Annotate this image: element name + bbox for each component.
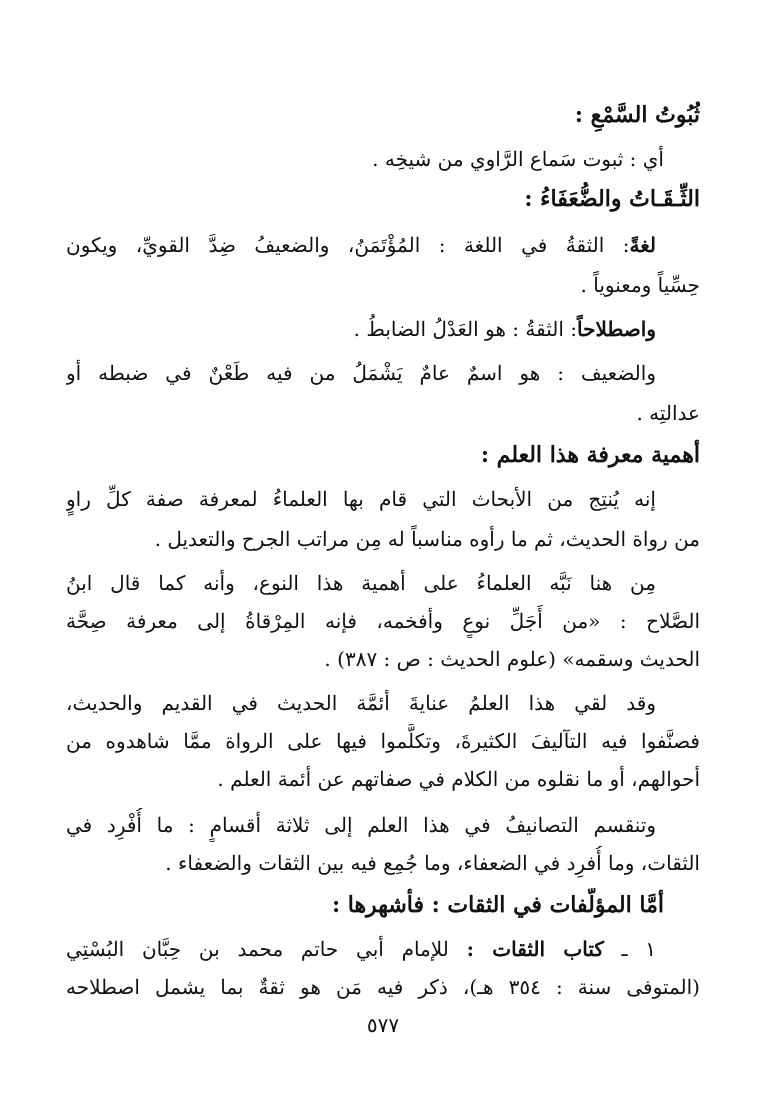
heading-thiqat: الثِّـقَـاتُ والضُّعَفَاءُ :	[524, 186, 700, 212]
ahammiya-line-1: إنه يُنتِج من الأبحاث التي قام بها العلماءُ لمعرفة صفة كلِّ راوٍ	[66, 487, 656, 511]
min-huna-line-2: الصَّلاح : «من أَجَلِّ نوعٍ وأفخمه، فإنه المِرْقاةُ إلى معرفة صِحَّة	[66, 609, 700, 633]
lugha-line-2: حِسِّياً ومعنوياً .	[580, 273, 700, 297]
heading-muallafat: أمَّا المؤلَّفات في الثقات : فأشهرها :	[331, 892, 664, 918]
istilah-text: : الثقةُ : هو العَدْلُ الضابطُ .	[353, 317, 577, 341]
daif-line-1: والضعيف : هو اسمٌ عامٌ يَشْمَلُ من فيه طَعْنٌ في ضبطه أو	[66, 361, 656, 385]
daif-line-2: عدالتِه .	[636, 401, 700, 425]
laqiya-line-2: فصنَّفوا فيه التآليفَ الكثيرةَ، وتكلَّموا فيها على الرواة ممَّا شاهدوه من	[66, 729, 700, 753]
lugha-line-1	[66, 228, 700, 262]
sama-definition: أي : ثبوت سَماع الرَّاوي من شيخِه .	[372, 147, 664, 171]
item1-line-2: (المتوفى سنة : ٣٥٤ هـ)، ذكر فيه مَن هو ثقةٌ بما يشمل اصطلاحه	[66, 975, 700, 999]
heading-sama: ثُبُوتُ السَّمْعِ :	[574, 102, 700, 128]
laqiya-line-1: وقد لقي هذا العلمُ عنايةَ أئمَّة الحديث في القديم والحديث،	[66, 691, 656, 715]
istilah-line	[66, 312, 700, 346]
lugha-label: لغةً	[629, 233, 656, 257]
item1-text-1: للإمام أبي حاتم محمد بن حِبَّان البُسْتِي	[66, 937, 449, 961]
page-number: ٥٧٧	[366, 1013, 400, 1037]
item1-line-1	[66, 932, 700, 966]
istilah-label: واصطلاحاً	[577, 317, 656, 341]
laqiya-line-3: أحوالهم، أو ما نقلوه من الكلام في صفاتهم عن أئمة العلم .	[217, 767, 700, 791]
item1-title: كتاب الثقات :	[466, 937, 604, 961]
item1-number: ١ ـ	[621, 937, 657, 961]
min-huna-line-3: الحديث وسقمه» (علوم الحديث : ص : ٣٨٧) .	[324, 647, 700, 671]
heading-ahammiya: أهمية معرفة هذا العلم :	[480, 442, 700, 468]
lugha-text-1: : الثقةُ في اللغة : المُؤْتَمَنُ، والضعيفُ ضِدَّ القويِّ، ويكون	[66, 233, 630, 257]
ahammiya-line-2: من رواة الحديث، ثم ما رأوه مناسباً له مِن مراتب الجرح والتعديل .	[154, 527, 700, 551]
tanqasim-line-1: وتنقسم التصانيفُ في هذا العلم إلى ثلاثة أقسامٍ : ما أُفْرِد في	[66, 813, 656, 837]
tanqasim-line-2: الثقات، وما أُفرِد في الضعفاء، وما جُمِع فيه بين الثقات والضعفاء .	[165, 851, 700, 875]
min-huna-line-1: مِن هنا نَبَّه العلماءُ على أهمية هذا النوع، وأنه كما قال ابنُ	[66, 571, 656, 595]
